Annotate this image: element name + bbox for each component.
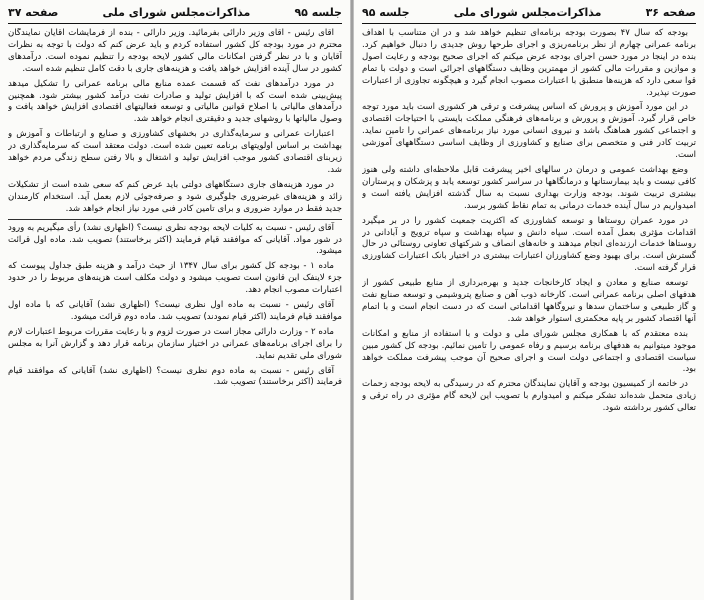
right-paragraph: در این مورد آموزش و پرورش که اساس پیشرفت و ترقی هر کشوری است باید مورد توجه خاص قرار گیرد. آموزش و پرورش و برنامه‌های فرهنگی مملکت بایستی با احتیاجات اقتصادی و اجتماعی کشور هماهنگ باشد و نیروی انسانی مورد نیاز برنامه‌های عمرانی را تامین نماید. تربیت کادر فنی و متخصص برای صنایع و کشاورزی از وظایف اساسی دستگاههای آموزشی است. xyxy=(362,102,696,161)
left-page-header xyxy=(8,4,342,22)
left-paragraph: آقای رئیس - نسبت به ماده اول نظری نیست؟ (اظهاری نشد) آقایانی که با ماده اول موافقند قیام فرمایند (اکثر قیام نمودند) تصویب شد. ماده دوم قرائت میشود. xyxy=(8,300,342,322)
right-page xyxy=(354,0,704,600)
left-paragraph: آقای رئیس - آقای وزیر دارائی بفرمائید. وزیر دارائی - بنده از فرمایشات آقایان نمایندگان محترم در مورد بودجه کل کشور استفاده کردم و باید عرض کنم که دولت با توجه به نظرات آقایان و با در نظر گرفتن امکانات مالی کشور لایحه بودجه را تنظیم نموده است. درآمدهای کشور در سال آینده افزایش خواهد یافت و هزینه‌های جاری با دقت کامل تنظیم شده است. xyxy=(8,28,342,74)
right-page-session: جلسه ۹۵ xyxy=(362,6,410,19)
left-paragraph: آقای رئیس - نسبت به کلیات لایحه بودجه نظری نیست؟ (اظهاری نشد) رأی میگیریم به ورود در شور مواد. آقایانی که موافقند قیام فرمایند (اکثر برخاستند) تصویب شد. ماده اول قرائت میشود. xyxy=(8,222,342,257)
right-page-header xyxy=(362,4,696,22)
right-page-number: صفحه ۳۶ xyxy=(645,6,696,19)
right-header-rule xyxy=(362,23,696,24)
right-paragraph: بنده معتقدم که با همکاری مجلس شورای ملی و دولت و با استفاده از منابع و امکانات موجود میتوانیم به هدفهای برنامه برسیم و رفاه عمومی را تامین نمائیم. بودجه کل کشور مبین سیاست اقتصادی و اجتماعی دولت است و اجرای صحیح آن موجب پیشرفت مملکت خواهد بود. xyxy=(362,328,696,375)
left-page xyxy=(0,0,350,600)
right-paragraph: وضع بهداشت عمومی و درمان در سالهای اخیر پیشرفت قابل ملاحظه‌ای داشته ولی هنوز کافی نیست و باید بیمارستانها و درمانگاهها در سراسر کشور توسعه یابد و پزشکان و پرستاران بیشتری تربیت شوند. بودجه وزارت بهداری نسبت به سال گذشته افزایش یافته است و امیدواریم در سال آینده خدمات درمانی به تمام نقاط کشور برسد. xyxy=(362,164,696,211)
left-page-session: جلسه ۹۵ xyxy=(294,6,342,19)
left-page-title: مذاکرات‌مجلس شورای ملی xyxy=(102,6,251,19)
left-page-body xyxy=(8,28,342,588)
left-paragraph: ماده ۱ - بودجه کل کشور برای سال ۱۳۴۷ از حیث درآمد و هزینه طبق جداول پیوست که جزء لاینفک این قانون است تصویب میشود و دولت مکلف است هزینه‌های مربوط را در حدود اعتبارات مصوب انجام دهد. xyxy=(8,261,342,296)
left-paragraph: در مورد درآمدهای نفت که قسمت عمده منابع مالی برنامه عمرانی را تشکیل میدهد پیش‌بینی شده است که با افزایش تولید و صادرات نفت درآمد کشور بیشتر شود. همچنین درآمدهای مالیاتی با اصلاح قوانین مالیاتی و توسعه فعالیتهای اقتصادی افزایش خواهد یافت و وصول مالیاتها با روشهای جدید و دقیقتری انجام خواهد شد. xyxy=(8,78,342,125)
left-section-divider xyxy=(8,219,342,220)
right-page-title: مذاکرات‌مجلس شورای ملی xyxy=(453,6,602,19)
right-paragraph: توسعه صنایع و معادن و ایجاد کارخانجات جدید و بهره‌برداری از منابع طبیعی کشور از هدفهای اصلی برنامه عمرانی است. کارخانه ذوب آهن و صنایع پتروشیمی و توسعه صنایع نفت و گاز طبیعی و ساختمان سدها و نیروگاهها اقداماتی است که در دست انجام است و با اتمام آنها اقتصاد کشور بر پایه محکمتری استوار خواهد شد. xyxy=(362,278,696,324)
left-paragraph: در مورد هزینه‌های جاری دستگاههای دولتی باید عرض کنم که سعی شده است از تشکیلات زائد و هزینه‌های غیرضروری جلوگیری شود و صرفه‌جوئی لازم بعمل آید. استخدام کارمندان جدید فقط در موارد ضروری و برای تامین کادر فنی مورد نیاز انجام خواهد شد. xyxy=(8,179,342,214)
left-paragraph: آقای رئیس - نسبت به ماده دوم نظری نیست؟ (اظهاری نشد) آقایانی که موافقند قیام فرمایند (اکثر برخاستند) تصویب شد. xyxy=(8,365,342,388)
right-paragraph: در مورد عمران روستاها و توسعه کشاورزی که اکثریت جمعیت کشور را در بر میگیرد اقدامات مؤثری بعمل آمده است. سپاه دانش و سپاه بهداشت و سپاه ترویج و آبادانی در روستاها خدمات ارزنده‌ای انجام میدهند و خانه‌های انصاف و شرکتهای تعاونی روستائی در حال گسترش است. برای بهبود وضع کشاورزان اعتبارات بیشتری در اختیار بانک اعتبارات کشاورزی قرار گرفته است. xyxy=(362,215,696,274)
right-paragraph: بودجه که سال ۴۷ بصورت بودجه برنامه‌ای تنظیم خواهد شد و در آن متناسب با اهداف برنامه عمرانی چهارم از نظر برنامه‌ریزی و اجرای طرحها روش جدیدی را دنبال خواهیم کرد. بنده در اینجا در مورد حسن اجرای بودجه عرض میکنم که اجرای صحیح بودجه و رعایت اصول و موازین و مقررات مالی کشور از مهمترین وظایف دستگاههای اجرائی است و دولت با تمام قوا سعی دارد که هزینه‌ها منطبق با اعتبارات مصوب انجام گیرد و هیچگونه تجاوزی از اعتبارات صورت نپذیرد. xyxy=(362,28,696,98)
left-paragraph: ماده ۲ - وزارت دارائی مجاز است در صورت لزوم و با رعایت مقررات مربوط اعتبارات لازم را برای اجرای برنامه‌های عمرانی در اختیار سازمان برنامه قرار دهد و گزارش آنرا به مجلس شورای ملی تقدیم نماید. xyxy=(8,326,342,361)
right-paragraph: در خاتمه از کمیسیون بودجه و آقایان نمایندگان محترم که در رسیدگی به لایحه بودجه زحمات زیادی متحمل شده‌اند تشکر میکنم و امیدوارم با تصویب این لایحه گام مؤثری در راه ترقی و تعالی کشور برداشته شود. xyxy=(362,379,696,414)
left-paragraph: اعتبارات عمرانی و سرمایه‌گذاری در بخشهای کشاورزی و صنایع و ارتباطات و آموزش و بهداشت بر اساس اولویتهای برنامه تعیین شده است. دولت معتقد است که سرمایه‌گذاری در زیربنای اقتصادی کشور موجب افزایش تولید و اشتغال و بالا رفتن سطح زندگی مردم خواهد شد. xyxy=(8,129,342,175)
left-header-rule xyxy=(8,23,342,24)
right-page-body xyxy=(362,28,696,588)
left-page-number: صفحه ۳۷ xyxy=(8,6,59,19)
